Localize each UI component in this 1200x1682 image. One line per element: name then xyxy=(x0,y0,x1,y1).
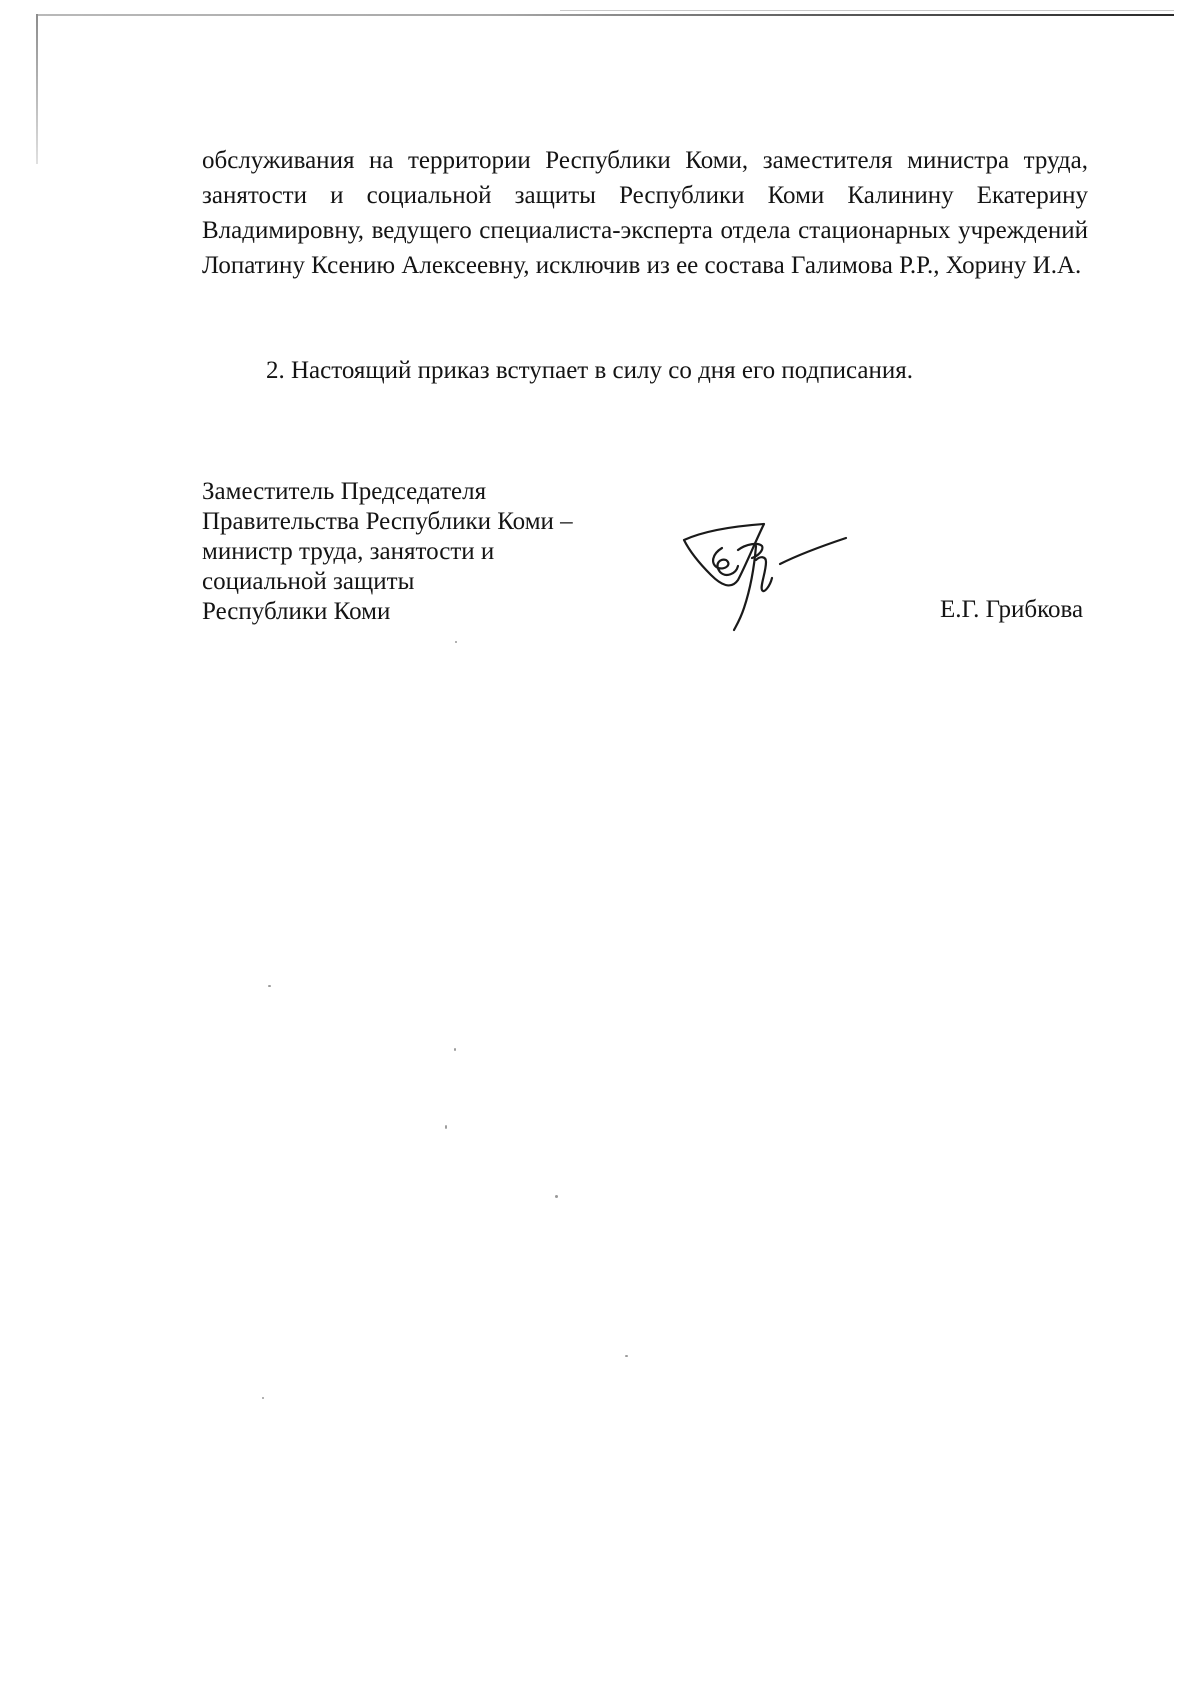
scan-border-top xyxy=(36,14,1174,16)
signatory-title-line: министр труда, занятости и xyxy=(202,538,495,565)
signatory-title-line: Республики Коми xyxy=(202,598,391,625)
signer-name: Е.Г. Грибкова xyxy=(940,596,1084,623)
handwritten-signature xyxy=(676,520,856,640)
scan-speck xyxy=(555,1195,558,1198)
scan-border-left xyxy=(36,14,38,164)
scan-border-top-faint xyxy=(560,10,1174,11)
scan-speck xyxy=(455,641,457,643)
signatory-title xyxy=(202,477,573,627)
signatory-title-line: Заместитель Председателя xyxy=(202,478,487,505)
paragraph-continuation: обслуживания на территории Республики Коми, заместителя министра труда, занятости и социальной защиты Республики Коми Калинину Екатерину Владимировну, ведущего специалиста-эксперта отдела стационарных учреждений Лопатину Ксению Алексеевну, исключив из ее состава Галимова Р.Р., Хорину И.А. xyxy=(202,147,1088,279)
paragraph-effective-date: 2. Настоящий приказ вступает в силу со дня его подписания. xyxy=(266,357,914,384)
scan-speck xyxy=(268,985,271,987)
scan-speck xyxy=(445,1125,447,1129)
scan-speck xyxy=(625,1355,628,1357)
scan-speck xyxy=(262,1397,264,1399)
signatory-title-line: социальной защиты xyxy=(202,568,415,595)
scan-speck xyxy=(454,1048,456,1051)
signatory-title-line: Правительства Республики Коми – xyxy=(202,508,573,535)
